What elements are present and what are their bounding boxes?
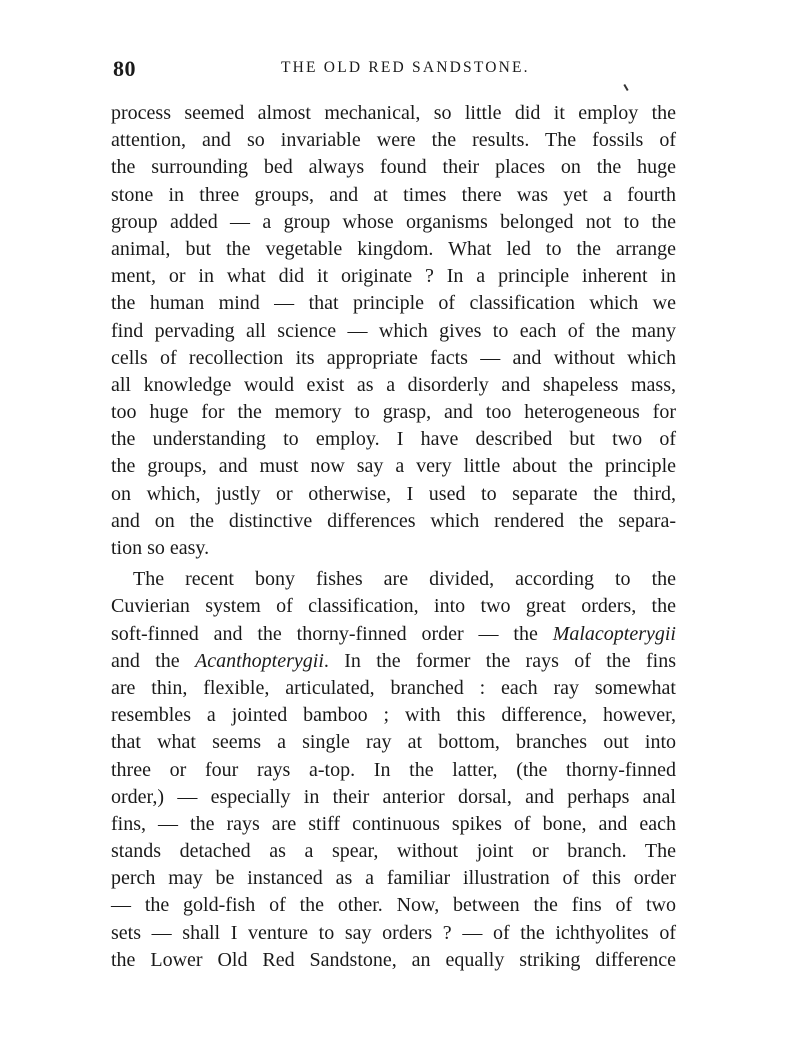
text-line: the groups, and must now say a very little about the principle <box>111 455 676 478</box>
text-line: the surrounding bed always found their places on the huge <box>111 156 676 179</box>
latin-term: Acanthopterygii <box>195 649 324 672</box>
body-text <box>111 100 676 974</box>
text-line: that what seems a single ray at bottom, branches out into <box>111 731 676 754</box>
text-line: the understanding to employ. I have described but two of <box>111 428 676 451</box>
text-line: fins, — the rays are stiff continuous spikes of bone, and each <box>111 812 676 835</box>
text-line: too huge for the memory to grasp, and too heterogeneous for <box>111 401 676 424</box>
paragraph-2 <box>111 566 676 974</box>
text-line: and the Acanthopterygii. In the former the rays of the fins <box>111 649 677 672</box>
running-title: THE OLD RED SANDSTONE. <box>281 59 530 76</box>
text-line: ment, or in what did it originate ? In a principle inherent in <box>111 265 676 288</box>
text-line: the human mind — that principle of classification which we <box>111 292 676 315</box>
text-line: animal, but the vegetable kingdom. What led to the arrange <box>111 237 676 260</box>
text-line: attention, and so invariable were the results. The fossils of <box>111 129 676 152</box>
text-line: tion so easy. <box>111 537 210 559</box>
text-line: order,) — especially in their anterior dorsal, and perhaps anal <box>111 785 676 808</box>
text-line: process seemed almost mechanical, so little did it employ the <box>111 102 676 124</box>
text-line: and on the distinctive differences which rendered the separa- <box>111 509 676 532</box>
text-line: three or four rays a-top. In the latter, (the thorny-finned <box>111 758 676 781</box>
text-line: The recent bony fishes are divided, according to the <box>133 568 676 591</box>
text-line: on which, justly or otherwise, I used to separate the third, <box>111 482 676 505</box>
paragraph-1 <box>111 100 676 562</box>
running-head <box>113 56 673 86</box>
text-line: stone in three groups, and at times there was yet a fourth <box>111 183 676 206</box>
text-line: are thin, flexible, articulated, branched : each ray somewhat <box>111 676 676 699</box>
text-line: stands detached as a spear, without joint or branch. The <box>111 840 676 863</box>
page-number: 80 <box>113 56 136 81</box>
text-line: group added — a group whose organisms belonged not to the <box>111 210 676 233</box>
text-line: cells of recollection its appropriate facts — and without which <box>111 346 676 369</box>
text-line: resembles a jointed bamboo ; with this difference, however, <box>111 704 676 727</box>
text-line: the Lower Old Red Sandstone, an equally striking difference <box>111 948 676 971</box>
text-line: find pervading all science — which gives to each of the many <box>111 319 676 342</box>
text-line: sets — shall I venture to say orders ? — of the ichthyolites of <box>111 921 676 944</box>
text-line: soft-finned and the thorny-finned order — the Malacopterygii <box>111 622 676 645</box>
text-line: perch may be instanced as a familiar illustration of this order <box>111 867 676 890</box>
text-line: — the gold-fish of the other. Now, between the fins of two <box>111 894 676 917</box>
text-line: all knowledge would exist as a disorderly and shapeless mass, <box>111 373 676 396</box>
latin-term: Malacopterygii <box>552 622 676 645</box>
text-line: Cuvierian system of classification, into two great orders, the <box>111 595 676 618</box>
